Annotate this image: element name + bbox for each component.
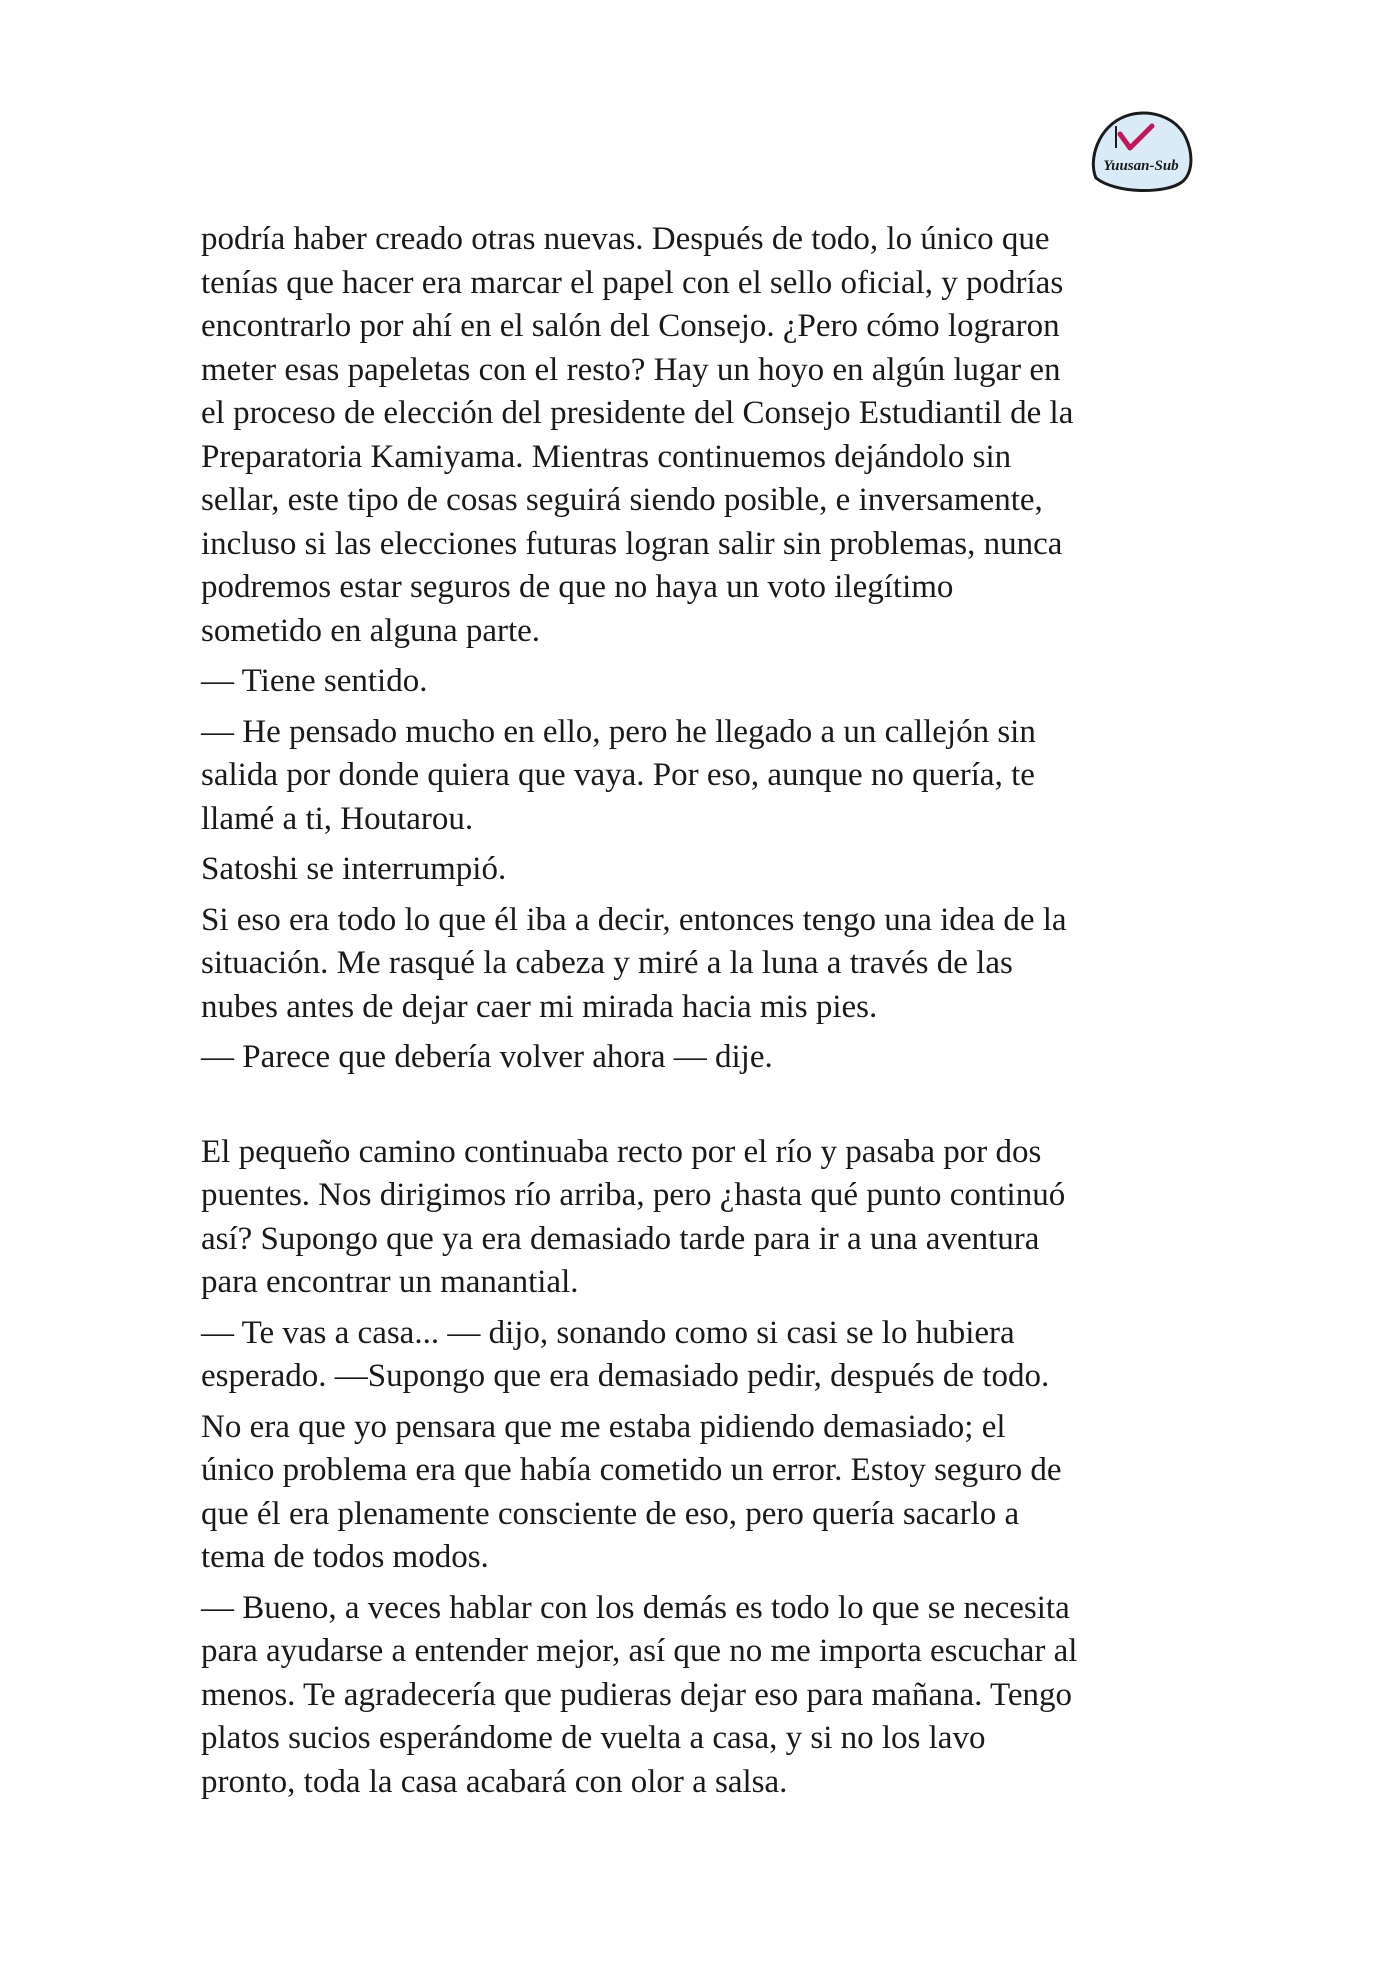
body-text: [201, 218, 1211, 1811]
paragraph: Si eso era todo lo que él iba a decir, entonces tengo una idea de la situación. Me rasqué la cabeza y miré a la luna a través de las nubes antes de dejar caer mi mirada hacia mis pies.: [201, 901, 1067, 1025]
paragraph: podría haber creado otras nuevas. Después de todo, lo único que tenías que hacer era marcar el papel con el sello oficial, y podrías encontrarlo por ahí en el salón del Consejo. ¿Pero cómo lograron meter esas papeletas con el resto? Hay un hoyo en algún lugar en el proceso de elección del presidente del Consejo Estudiantil de la Preparatoria Kamiyama. Mientras continuemos dejándolo sin sellar, este tipo de cosas seguirá siendo posible, e inversamente, incluso si las elecciones futuras logran salir sin problemas, nunca podremos estar seguros de que no haya un voto ilegítimo sometido en alguna parte.: [201, 221, 1074, 649]
dialogue-line: — Tiene sentido.: [201, 663, 428, 699]
dialogue-line: — He pensado mucho en ello, pero he llegado a un callejón sin salida por donde quiera que vaya. Por eso, aunque no quería, te llamé a ti, Houtarou.: [201, 713, 1036, 837]
dialogue-line: — Bueno, a veces hablar con los demás es todo lo que se necesita para ayudarse a entender mejor, así que no me importa escuchar al menos. Te agradecería que pudieras dejar eso para mañana. Tengo platos sucios esperándome de vuelta a casa, y si no los lavo pronto, toda la casa acabará con olor a salsa.: [201, 1589, 1078, 1800]
logo-bubble-icon: [1086, 108, 1196, 196]
scene-break: [201, 1087, 1211, 1131]
paragraph: Satoshi se interrumpió.: [201, 851, 507, 887]
paragraph: No era que yo pensara que me estaba pidiendo demasiado; el único problema era que había cometido un error. Estoy seguro de que él era plenamente consciente de eso, pero quería sacarlo a tema de todos modos.: [201, 1408, 1062, 1575]
paragraph: El pequeño camino continuaba recto por el río y pasaba por dos puentes. Nos dirigimos río arriba, pero ¿hasta qué punto continuó así? Supongo que ya era demasiado tarde para ir a una aventura para encontrar un manantial.: [201, 1133, 1066, 1300]
yuusan-sub-logo: [1086, 108, 1196, 196]
dialogue-line: — Te vas a casa... — dijo, sonando como si casi se lo hubiera esperado. —Supongo que era demasiado pedir, después de todo.: [201, 1314, 1050, 1394]
dialogue-line: — Parece que debería volver ahora — dije.: [201, 1039, 773, 1075]
logo-text: Yuusan-Sub: [1103, 158, 1179, 174]
